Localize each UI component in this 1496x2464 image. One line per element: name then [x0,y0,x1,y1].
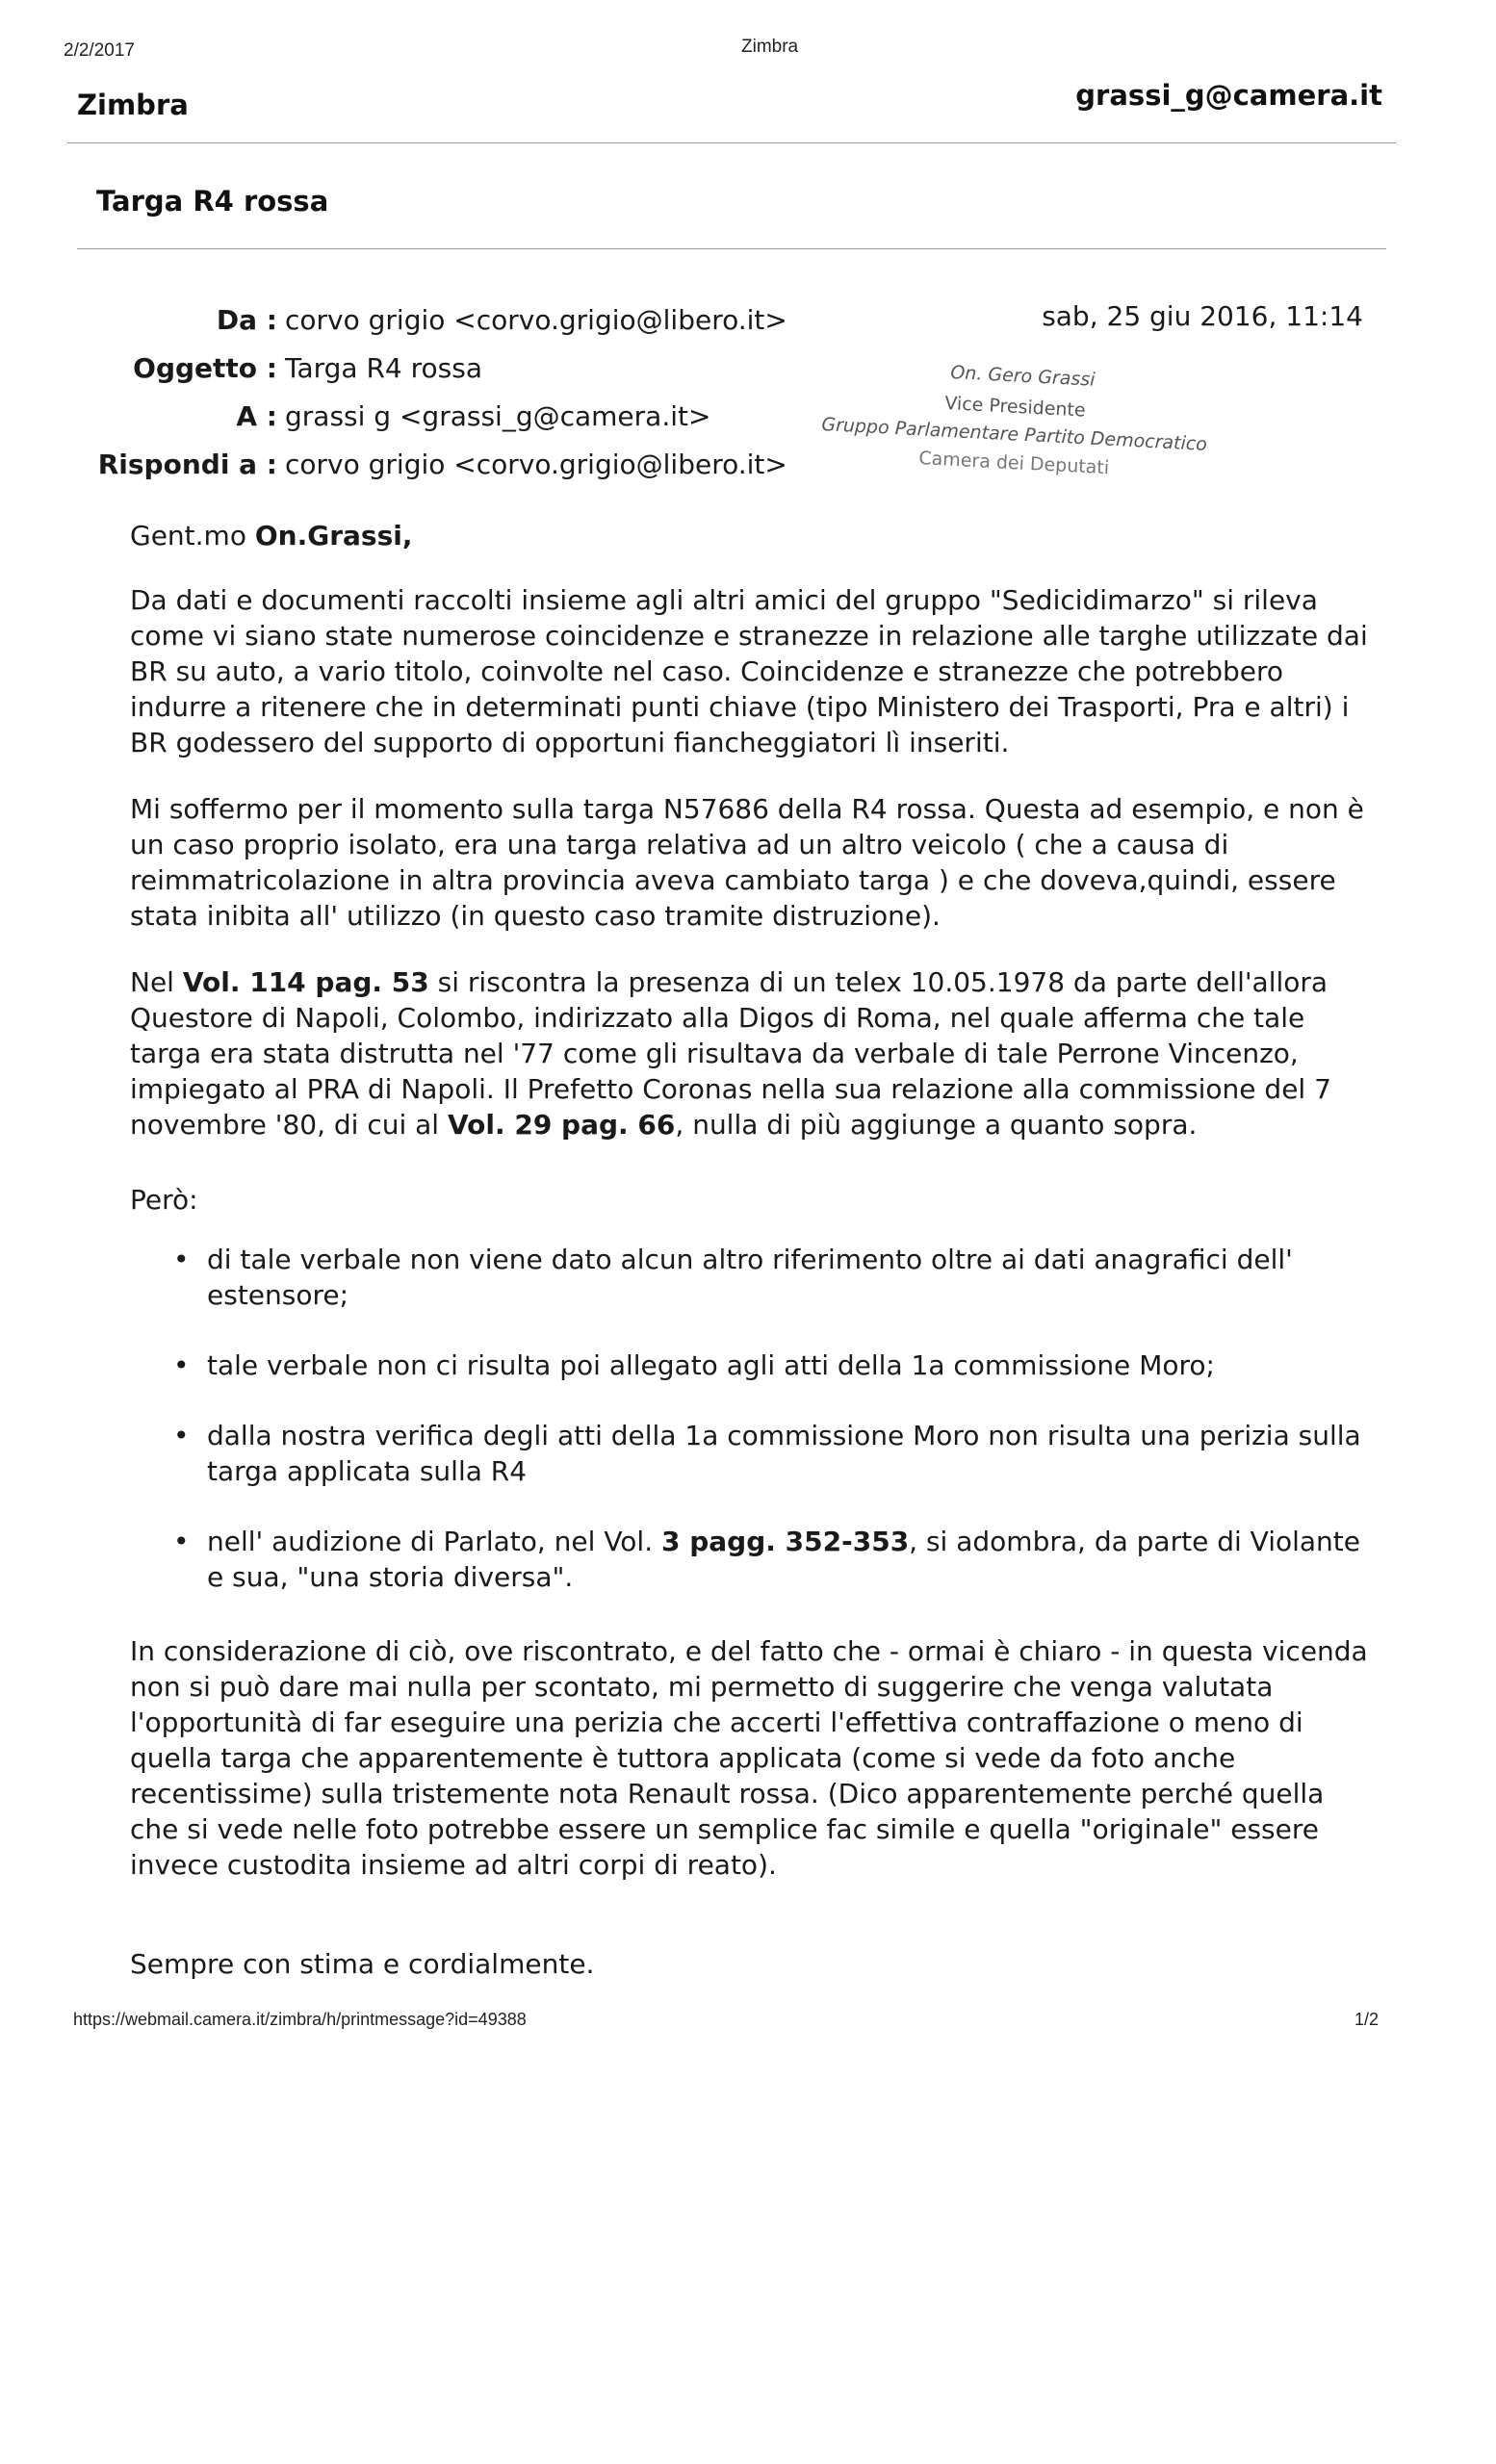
header-divider [67,142,1396,143]
p3-ref-vol29: Vol. 29 pag. 66 [447,1109,676,1141]
bullet-dot: • [173,1420,190,1451]
to-value: grassi g <grassi_g@camera.it> [285,400,711,432]
app-title: Zimbra [77,89,189,121]
stamp-role: Vice Presidente [943,393,1087,422]
bullet-text: dalla nostra verifica degli atti della 1a commissione Moro non risulta una perizia sulla targa applicata sulla R4 [207,1420,1361,1487]
bullet-text-end: , si adombra, da parte di Violante e sua, "una storia diversa". [207,1526,1360,1593]
p3-part-c: si riscontra la presenza di un telex 10.05.1978 da parte dell'allora Questore di Napoli, Colombo, indirizzato alla Digos di Roma, nel quale afferma che tale targa era stata distrutta nel '77 come gli risultava da verbale di tale Perrone Vincenzo, impiegato al PRA di Napoli. Il Prefetto Coronas nella sua relazione alla commissione del 7 novembre '80, di cui al [130,966,1331,1141]
from-value: corvo grigio <corvo.grigio@libero.it> [285,304,787,336]
bullet-text: nell' audizione di Parlato, nel Vol. [207,1526,662,1557]
print-title: Zimbra [741,37,799,57]
stamp-chamber: Camera dei Deputati [917,448,1110,479]
stamp-group: Gruppo Parlamentare Partito Democratico [820,414,1208,455]
bullet-item [130,1348,1372,1383]
subject-value: Targa R4 rossa [285,352,483,384]
replyto-value: corvo grigio <corvo.grigio@libero.it> [285,449,787,480]
bullet-ref-vol3: 3 pagg. 352-353 [661,1526,910,1557]
print-date: 2/2/2017 [64,40,135,61]
subject-divider [77,248,1386,249]
bullet-text: tale verbale non ci risulta poi allegato agli atti della 1a commissione Moro; [207,1349,1215,1381]
bullet-item [130,1242,1372,1313]
field-from-label-cell [0,304,277,336]
replyto-label: Rispondi a : [97,449,277,480]
greeting-prefix: Gent.mo [130,520,255,552]
bullet-list [130,1242,1372,1630]
p3-part-e: , nulla di più aggiunge a quanto sopra. [675,1109,1198,1141]
message-date: sab, 25 giu 2016, 11:14 [1042,300,1363,332]
field-replyto-label-cell [0,449,277,480]
bullet-text: di tale verbale non viene dato alcun altro riferimento oltre ai dati anagrafici dell' estensore; [207,1244,1293,1311]
stamp-name: On. Gero Grassi [949,362,1096,391]
paragraph-3 [130,964,1372,1142]
from-label: Da : [216,304,277,336]
paragraph-1: Da dati e documenti raccolti insieme agli altri amici del gruppo "Sedicidimarzo" si rileva come vi siano state numerose coincidenze e stranezze in relazione alle targhe utilizzate dai BR su auto, a vario titolo, coinvolte nel caso. Coincidenze e stranezze che potrebbero indurre a ritenere che in determinati punti chiave (tipo Ministero dei Trasporti, Pra e altri) i BR godessero del supporto di opportuni fiancheggiatori lì inseriti. [130,584,1368,758]
bullet-item [130,1418,1372,1489]
p3-ref-vol114: Vol. 114 pag. 53 [182,966,429,998]
message-subject-title: Targa R4 rossa [96,185,329,218]
pero-line: Però: [130,1184,198,1216]
paragraph-4: In considerazione di ciò, ove riscontrato, e del fatto che - ormai è chiaro - in questa vicenda non si può dare mai nulla per scontato, mi permetto di suggerire che venga valutata l'opportunità di far eseguire una perizia che accerti l'effettiva contraffazione o meno di quella targa che apparentemente è tuttora applicata (come si vede da foto anche recentissime) sulla tristemente nota Renault rossa. (Dico apparentemente perché quella che si vede nelle foto potrebbe essere un semplice fac simile e quella "originale" essere invece custodita insieme ad altri corpi di reato). [130,1635,1368,1881]
to-label: A : [236,400,277,432]
bullet-dot: • [173,1349,190,1381]
greeting-name: On.Grassi, [254,520,413,552]
field-subject-label-cell [0,352,277,384]
page-number: 1/2 [1354,2010,1379,2029]
greeting [130,518,1372,553]
account-email: grassi_g@camera.it [1075,79,1382,112]
field-to-label-cell [0,400,277,432]
bullet-dot: • [173,1244,190,1275]
bullet-item [130,1524,1372,1595]
paragraph-2: Mi soffermo per il momento sulla targa N57686 della R4 rossa. Questa ad esempio, e non è un caso proprio isolato, era una targa relativa ad un altro veicolo ( che a causa di reimmatricolazione in altra provincia aveva cambiato targa ) e che doveva,quindi, essere stata inibita all' utilizzo (in questo caso tramite distruzione). [130,793,1364,932]
closing: Sempre con stima e cordialmente. [130,1948,595,1980]
subject-label: Oggetto : [133,352,277,384]
print-url: https://webmail.camera.it/zimbra/h/printmessage?id=49388 [73,2010,527,2029]
bullet-dot: • [173,1526,190,1557]
p3-part-a: Nel [130,966,183,998]
